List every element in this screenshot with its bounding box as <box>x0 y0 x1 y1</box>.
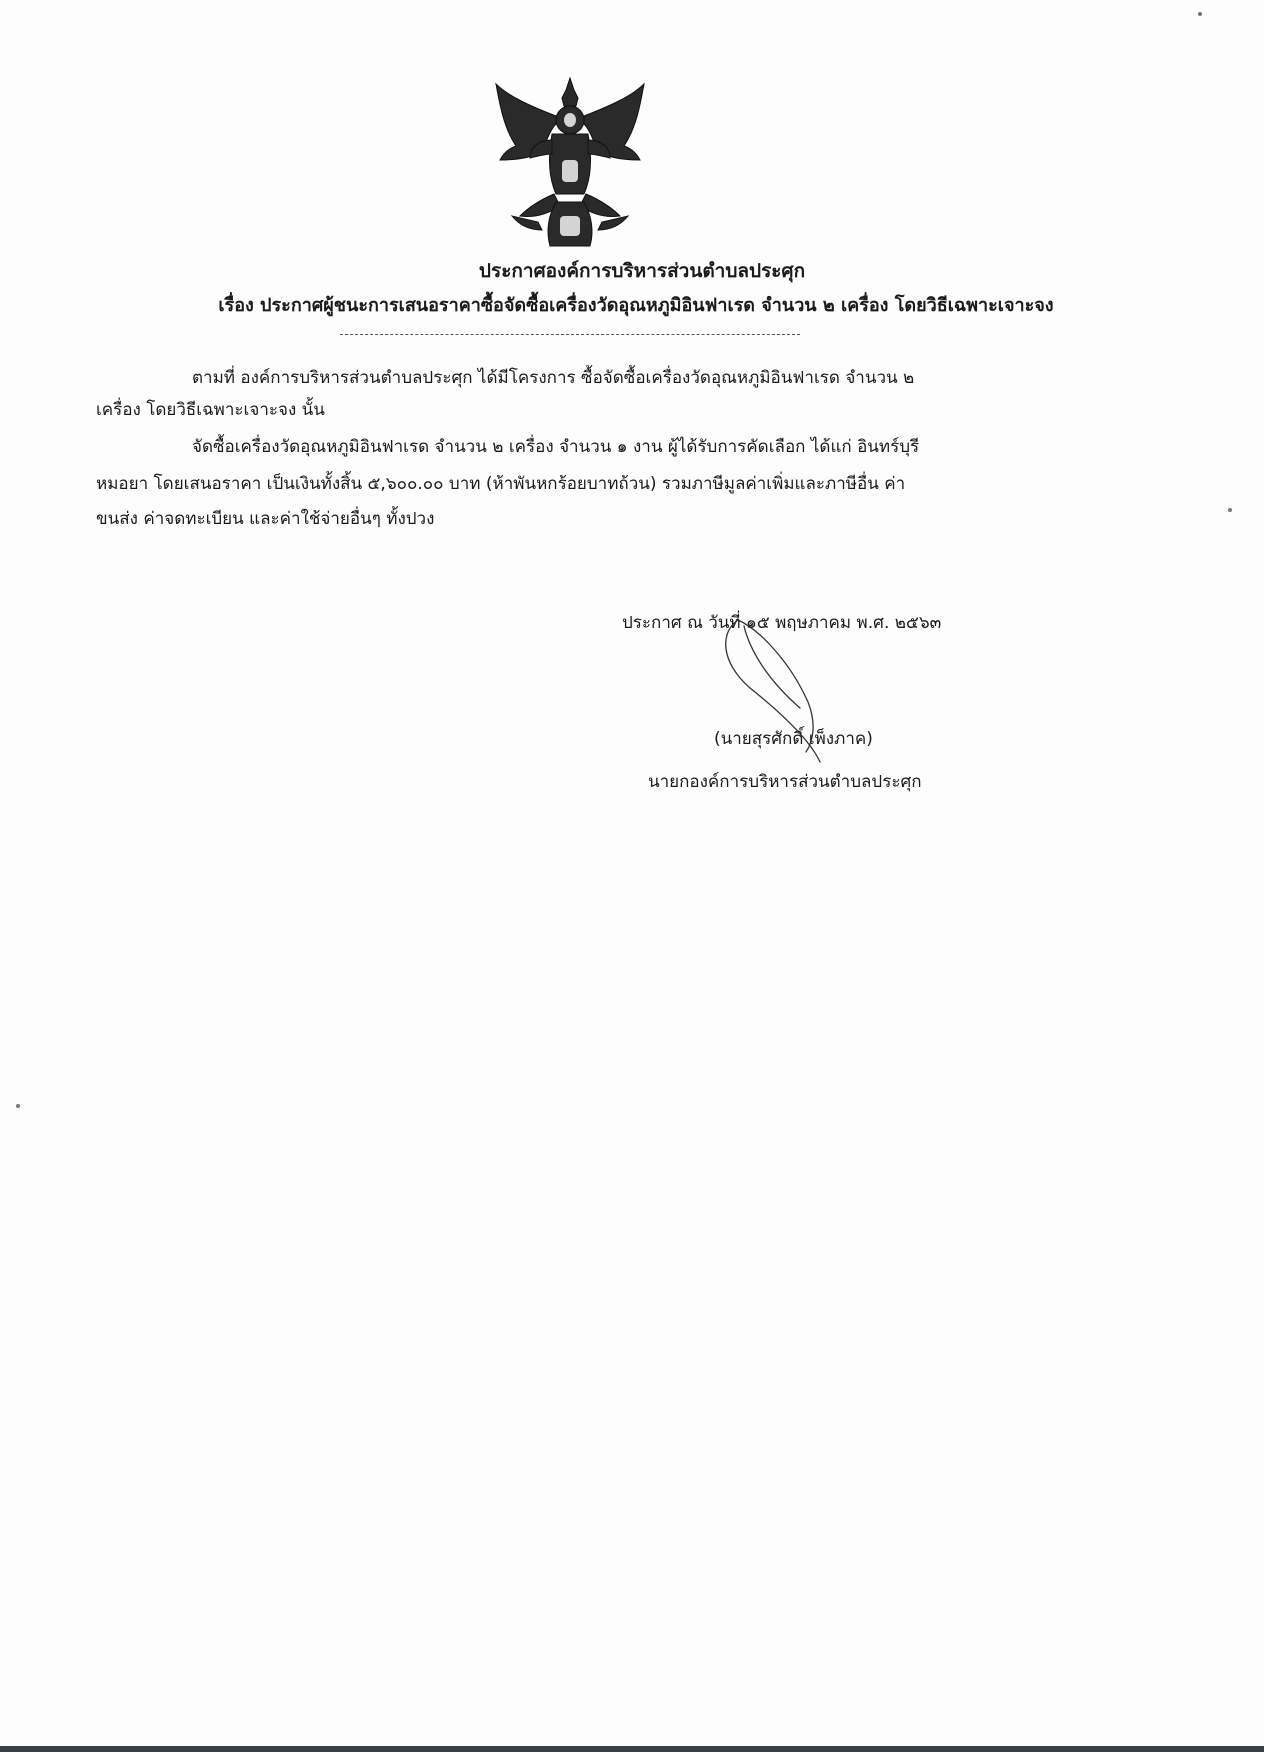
announcement-date: ประกาศ ณ วันที่ ๑๕ พฤษภาคม พ.ศ. ๒๕๖๓ <box>622 613 942 633</box>
paragraph-1-line-2: เครื่อง โดยวิธีเฉพาะเจาะจง นั้น <box>96 400 325 420</box>
garuda-emblem-icon <box>490 76 650 252</box>
scan-speck <box>1228 508 1232 512</box>
paragraph-2-line-3: ขนส่ง ค่าจดทะเบียน และค่าใช้จ่ายอื่นๆ ทั้งปวง <box>96 509 435 529</box>
announcement-subject: เรื่อง ประกาศผู้ชนะการเสนอราคาซื้อจัดซื้อเครื่องวัดอุณหภูมิอินฟาเรด จำนวน ๒ เครื่อง โดยวิธีเฉพาะเจาะจง <box>218 295 1054 316</box>
announcement-title: ประกาศองค์การบริหารส่วนตำบลประศุก <box>478 260 806 282</box>
paragraph-2-line-1: จัดซื้อเครื่องวัดอุณหภูมิอินฟาเรด จำนวน ๒ เครื่อง จำนวน ๑ งาน ผู้ได้รับการคัดเลือก ได้แก่ อินทร์บุรี <box>192 437 920 457</box>
separator-line <box>340 334 800 335</box>
signer-name: (นายสุรศักดิ์ เพ็งภาค) <box>714 729 873 749</box>
scan-speck <box>16 1104 20 1108</box>
paragraph-1-line-1: ตามที่ องค์การบริหารส่วนตำบลประศุก ได้มีโครงการ ซื้อจัดซื้อเครื่องวัดอุณหภูมิอินฟาเรด จำนวน ๒ <box>192 368 915 388</box>
signer-title: นายกองค์การบริหารส่วนตำบลประศุก <box>648 772 922 792</box>
scan-bottom-edge <box>0 1746 1264 1752</box>
scan-speck <box>1198 12 1202 16</box>
paragraph-2-line-2: หมอยา โดยเสนอราคา เป็นเงินทั้งสิ้น ๕,๖๐๐.๐๐ บาท (ห้าพันหกร้อยบาทถ้วน) รวมภาษีมูลค่าเพิ่มและภาษีอื่น ค่า <box>96 474 906 494</box>
